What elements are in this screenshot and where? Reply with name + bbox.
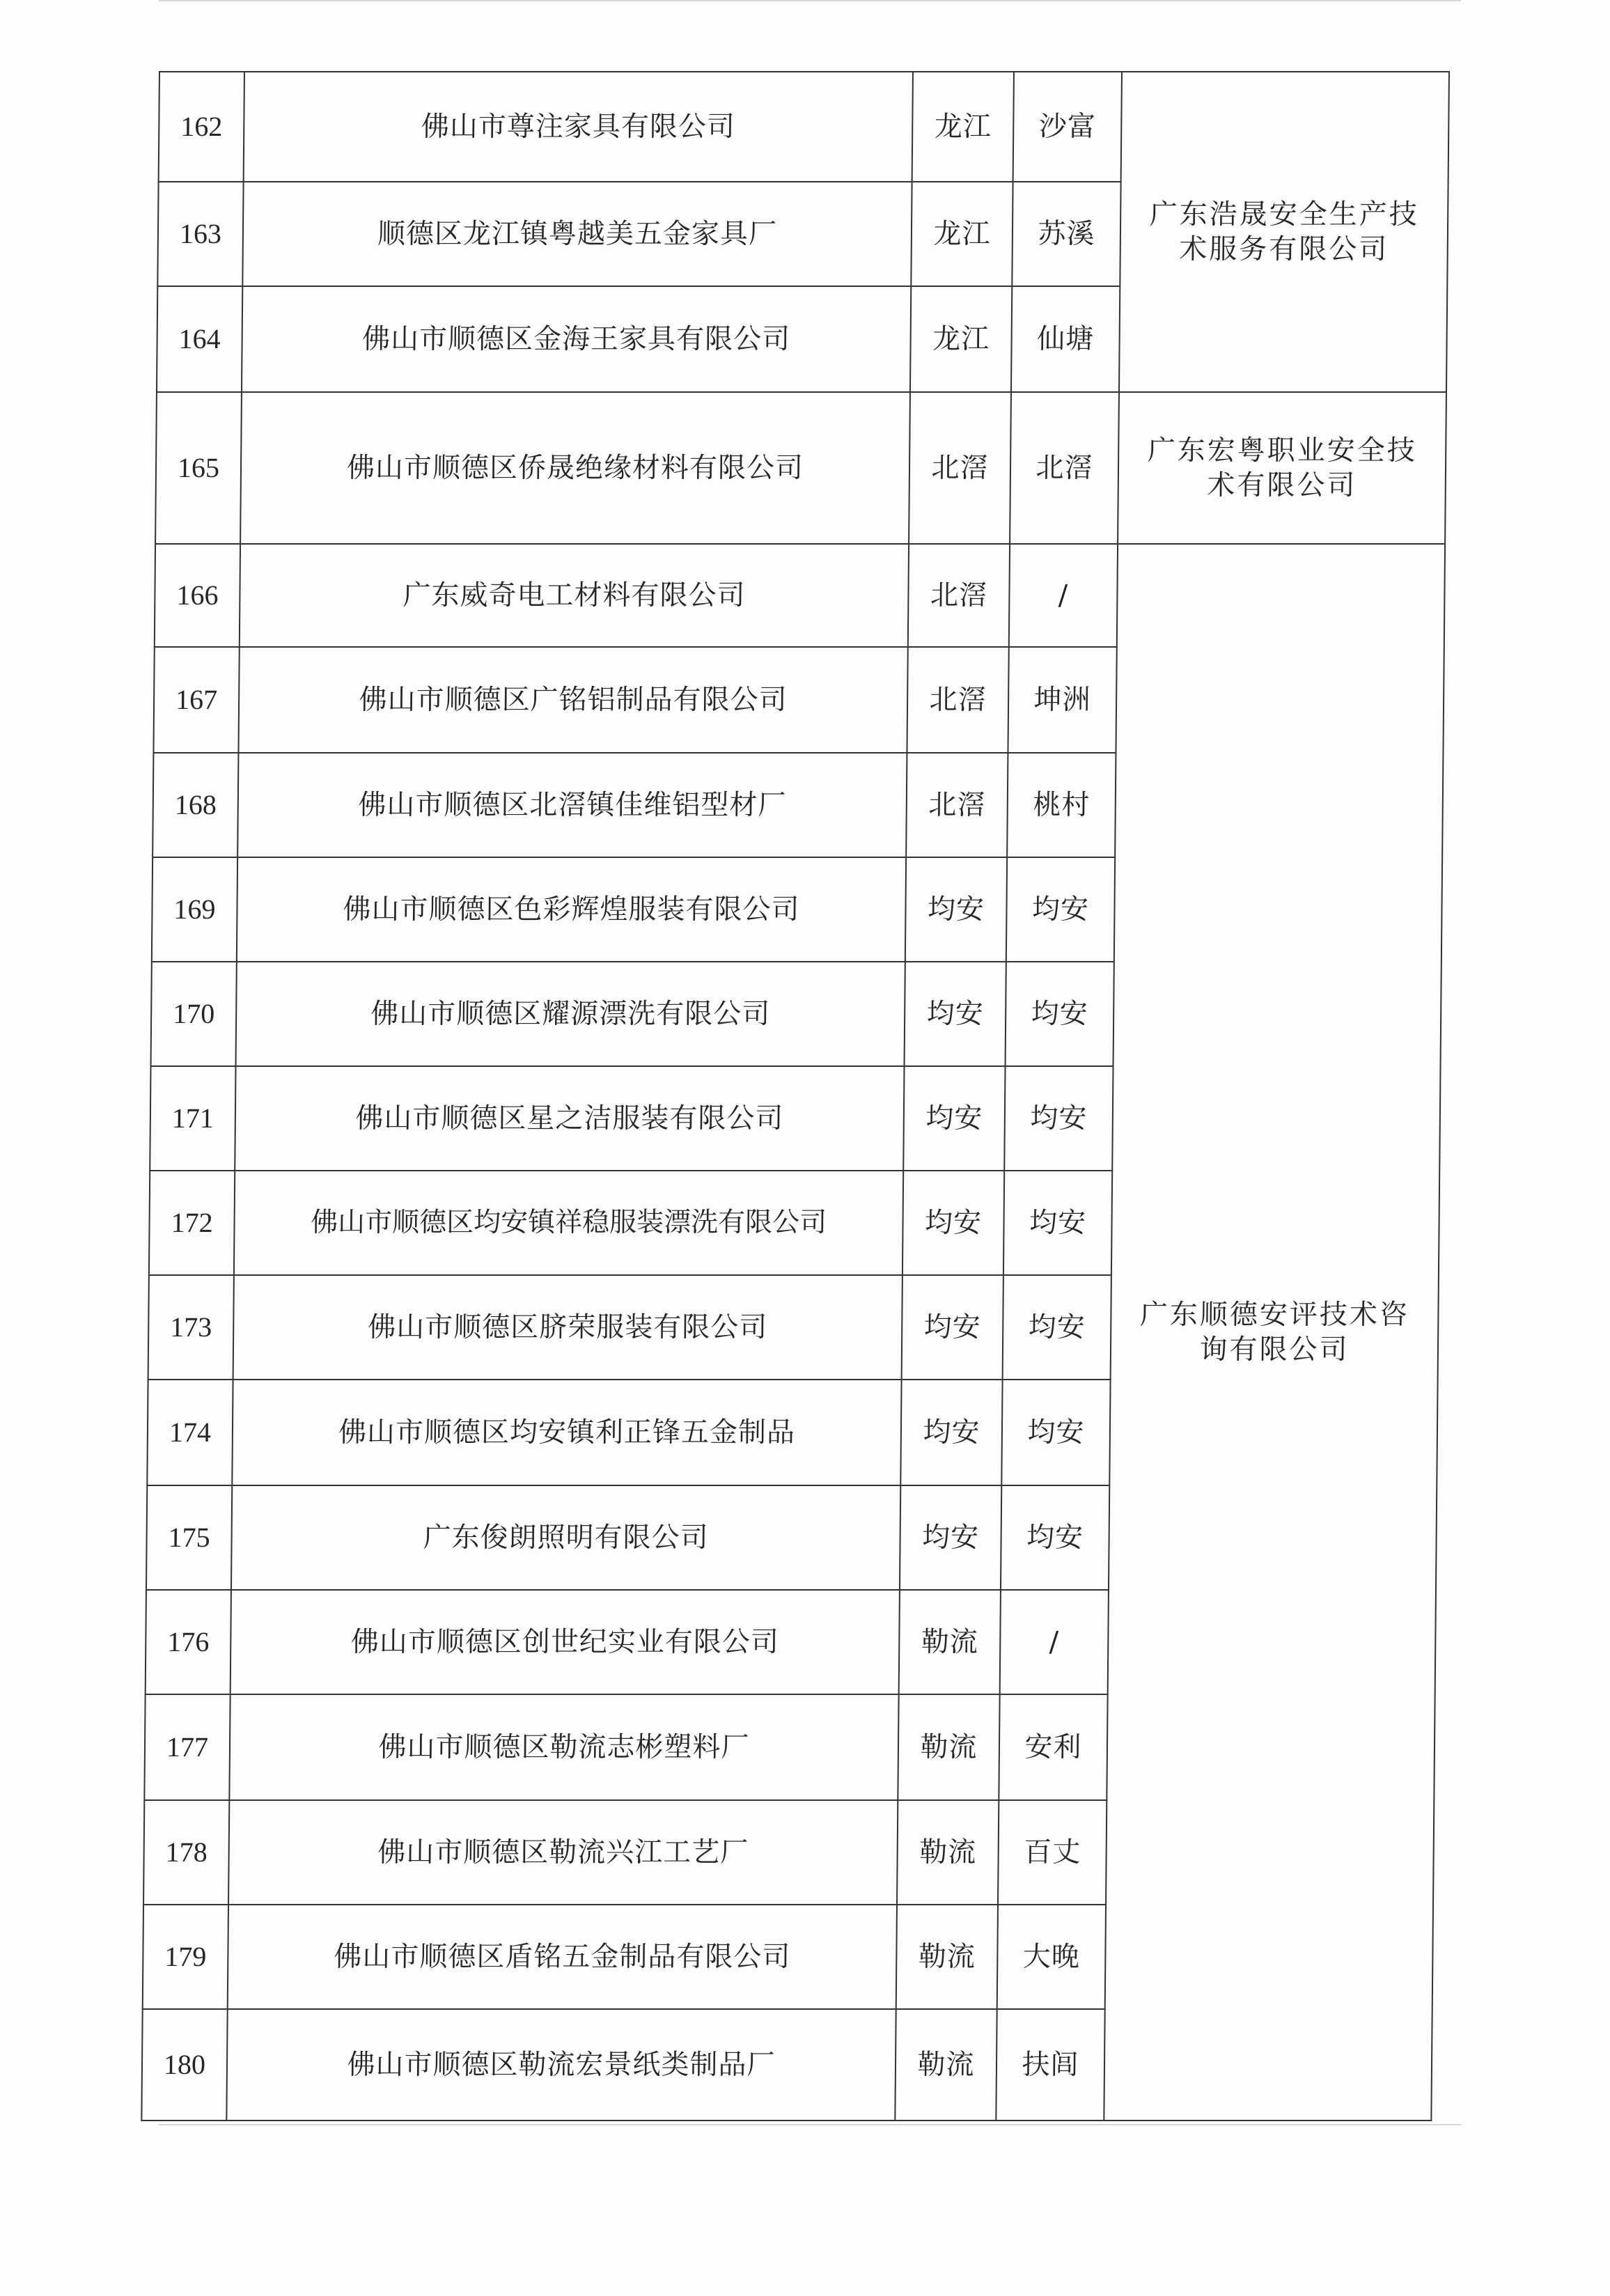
row-number: 166 [155,544,240,647]
village-name: 均安 [1003,1275,1111,1380]
town-name: 均安 [903,1066,1005,1171]
company-name: 佛山市顺德区创世纪实业有限公司 [230,1590,900,1694]
agency-cell [1104,544,1445,2121]
agency-cell [1118,392,1446,544]
scan-artifact-bottom [159,2124,1461,2125]
row-number: 169 [152,857,237,962]
village-name: 均安 [1006,962,1114,1066]
company-name: 佛山市顺德区星之洁服装有限公司 [235,1066,904,1171]
row-number: 171 [150,1066,235,1171]
town-name: 均安 [900,1380,1002,1485]
company-name: 佛山市顺德区均安镇祥稳服装漂洗有限公司 [234,1171,903,1275]
village-name: 苏溪 [1012,182,1120,286]
town-name: 均安 [900,1485,1001,1590]
village-name: / [1009,544,1118,647]
enterprise-table [141,71,1450,2121]
row-number: 174 [147,1380,233,1485]
row-number: 170 [151,962,237,1066]
row-number: 167 [153,647,239,753]
company-name: 佛山市顺德区勒流宏景纸类制品厂 [226,2009,896,2121]
village-name: 均安 [1001,1485,1109,1590]
village-name: 仙塘 [1011,286,1120,392]
town-name: 勒流 [898,1694,999,1800]
table-row [155,544,1445,647]
agency-name-line2: 术有限公司 [1207,469,1357,501]
row-number: 177 [144,1694,230,1800]
row-number: 180 [141,2009,227,2121]
village-name: / [1000,1590,1109,1694]
town-name: 均安 [905,962,1006,1066]
company-name: 佛山市顺德区广铭铝制品有限公司 [238,647,907,753]
company-name: 佛山市顺德区勒流兴江工艺厂 [228,1800,898,1905]
village-name: 均安 [1001,1380,1110,1485]
agency-cell [1119,72,1449,392]
town-name: 勒流 [899,1590,1001,1694]
scan-artifact-top [159,0,1461,1]
row-number: 179 [143,1905,228,2009]
row-number: 172 [149,1171,235,1275]
village-name: 均安 [1006,857,1115,962]
row-number: 175 [146,1485,232,1590]
village-name: 大晚 [997,1905,1106,2009]
agency-name-line1: 广东宏粤职业安全技 [1147,435,1417,467]
row-number: 178 [143,1800,229,1905]
town-name: 勒流 [897,1800,999,1905]
village-name: 百丈 [998,1800,1107,1905]
company-name: 佛山市顺德区金海王家具有限公司 [242,286,911,392]
table-row [155,392,1446,544]
table-row [159,72,1449,182]
row-number: 173 [148,1275,234,1380]
row-number: 176 [146,1590,231,1694]
village-name: 均安 [1003,1171,1112,1275]
village-name: 沙富 [1013,72,1122,182]
company-name: 佛山市顺德区盾铭五金制品有限公司 [228,1905,897,2009]
village-name: 坤洲 [1008,647,1116,753]
town-name: 北滘 [907,647,1008,753]
town-name: 北滘 [906,753,1008,857]
village-name: 桃村 [1007,753,1116,857]
company-name: 佛山市顺德区耀源漂洗有限公司 [236,962,905,1066]
company-name: 佛山市顺德区均安镇利正锋五金制品 [232,1380,901,1485]
agency-name-line1: 广东浩晟安全生产技 [1149,198,1419,231]
agency-name-line2: 术服务有限公司 [1179,233,1389,265]
row-number: 168 [153,753,238,857]
village-name: 扶闾 [996,2009,1104,2121]
company-name: 顺德区龙江镇粤越美五金家具厂 [242,182,912,286]
row-number: 165 [155,392,242,544]
town-name: 勒流 [896,1905,998,2009]
town-name: 均安 [902,1275,1003,1380]
agency-name-line1: 广东顺德安评技术咨 [1139,1299,1410,1331]
company-name: 广东威奇电工材料有限公司 [240,544,909,647]
row-number: 163 [157,182,243,286]
town-name: 北滘 [908,544,1010,647]
town-name: 均安 [902,1171,1004,1275]
company-name: 佛山市尊注家具有限公司 [244,72,913,182]
town-name: 勒流 [895,2009,997,2121]
village-name: 安利 [999,1694,1107,1800]
town-name: 龙江 [910,286,1012,392]
row-number: 164 [157,286,242,392]
company-name: 佛山市顺德区脐荣服装有限公司 [233,1275,902,1380]
company-name: 广东俊朗照明有限公司 [231,1485,900,1590]
town-name: 龙江 [912,72,1014,182]
company-name: 佛山市顺德区色彩辉煌服装有限公司 [237,857,906,962]
row-number: 162 [159,72,244,182]
town-name: 北滘 [909,392,1011,544]
company-name: 佛山市顺德区侨晟绝缘材料有限公司 [240,392,910,544]
town-name: 均安 [905,857,1007,962]
company-name: 佛山市顺德区勒流志彬塑料厂 [229,1694,898,1800]
village-name: 北滘 [1010,392,1119,544]
agency-name-line2: 询有限公司 [1199,1334,1350,1366]
company-name: 佛山市顺德区北滘镇佳维铝型材厂 [237,753,907,857]
town-name: 龙江 [911,182,1013,286]
village-name: 均安 [1004,1066,1113,1171]
